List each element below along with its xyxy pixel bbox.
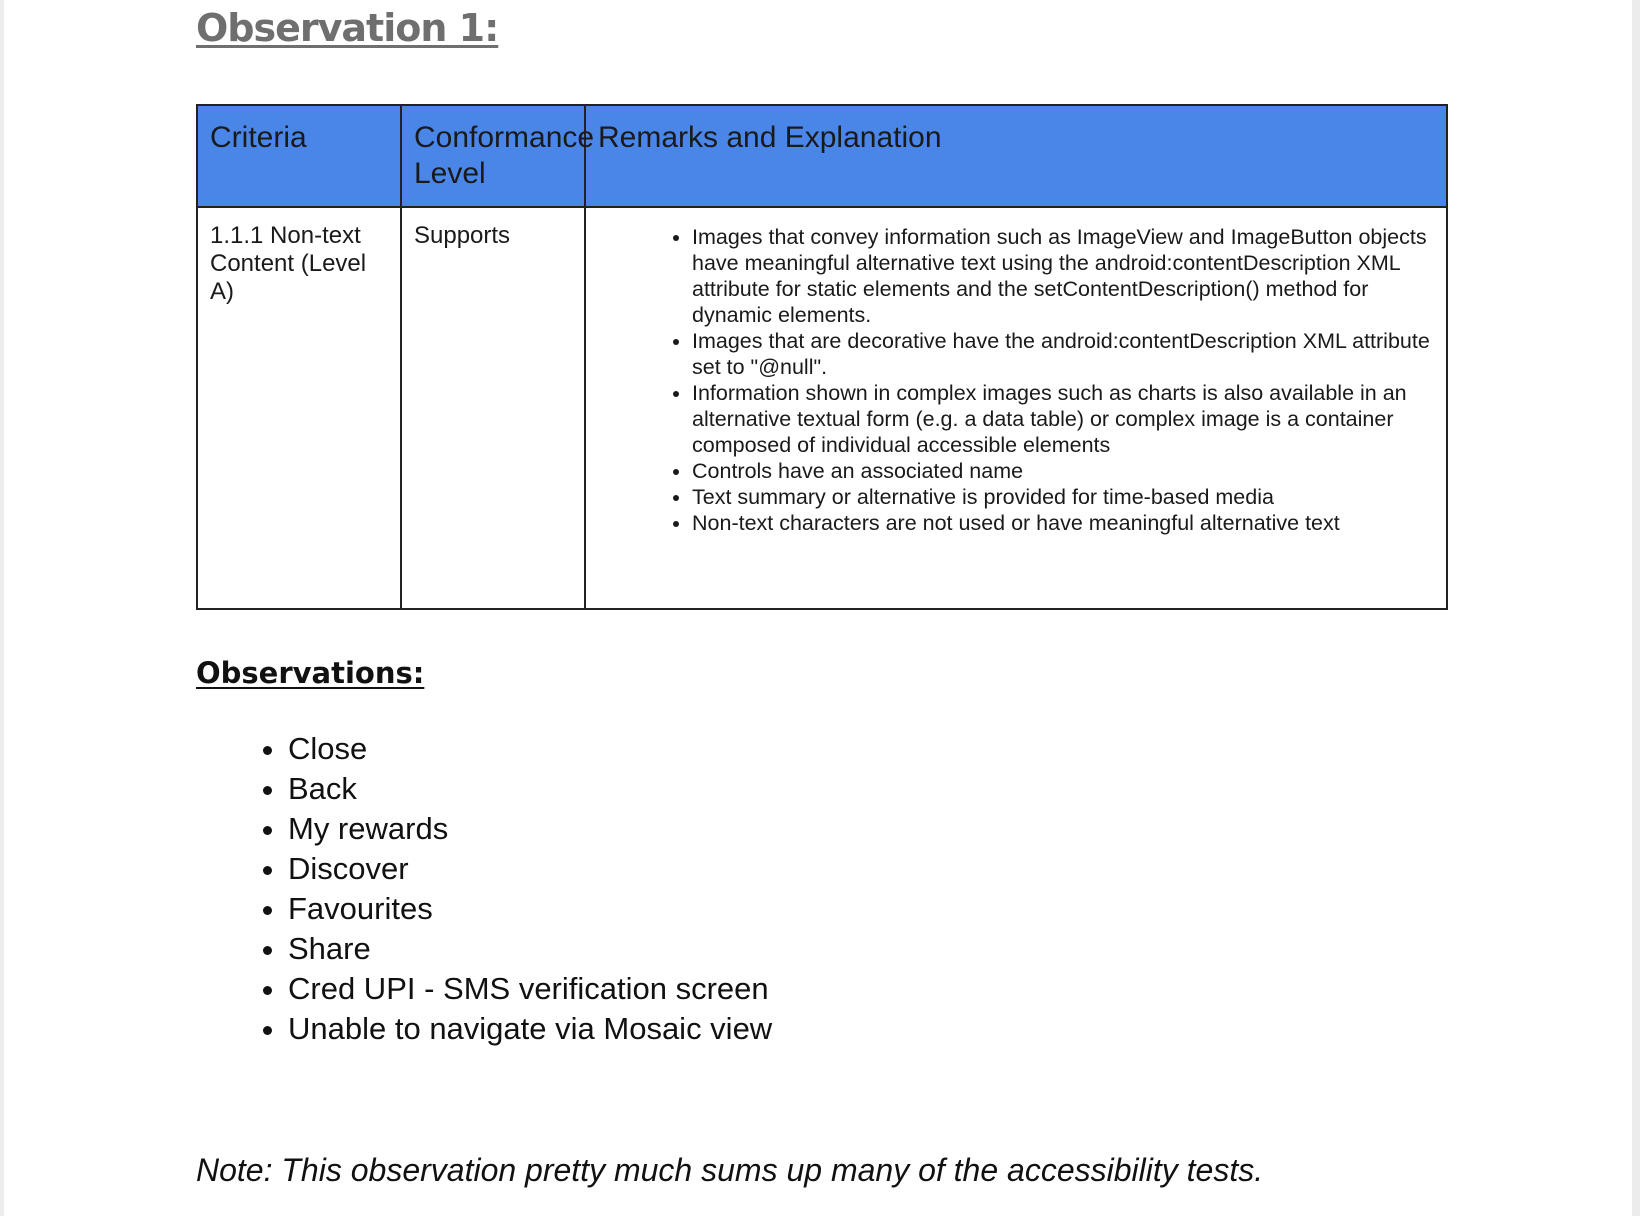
remarks-item: • Images that convey information such as ImageView and ImageButton objects have meaningful alternative text using the android:contentDescription XML attribute for static elements and the setContentDescription() method for dynamic elements. — [692, 224, 1434, 328]
list-item: • My rewards — [288, 809, 772, 849]
criteria-table — [196, 104, 1448, 610]
document-page — [4, 0, 1632, 1216]
remarks-item: • Controls have an associated name — [692, 458, 1434, 484]
list-item: • Cred UPI - SMS verification screen — [288, 969, 772, 1009]
header-conformance-level: Conformance Level — [401, 105, 585, 207]
page-heading: Observation 1: — [196, 6, 499, 50]
cell-criteria: 1.1.1 Non-text Content (Level A) — [197, 207, 401, 609]
remarks-item: • Non-text characters are not used or have meaningful alternative text — [692, 510, 1434, 536]
table-header-row — [197, 105, 1447, 207]
remarks-item: • Information shown in complex images such as charts is also available in an alternative textual form (e.g. a data table) or complex image is a container composed of individual accessible elements — [692, 380, 1434, 458]
remarks-list — [644, 224, 1434, 536]
list-item: • Back — [288, 769, 772, 809]
remarks-item: • Images that are decorative have the android:contentDescription XML attribute set to "@null". — [692, 328, 1434, 380]
cell-remarks — [585, 207, 1447, 609]
observations-list — [196, 729, 772, 1049]
header-criteria: Criteria — [197, 105, 401, 207]
list-item: • Share — [288, 929, 772, 969]
list-item: • Close — [288, 729, 772, 769]
list-item: • Discover — [288, 849, 772, 889]
table-row — [197, 207, 1447, 609]
list-item: • Favourites — [288, 889, 772, 929]
cell-conformance: Supports — [401, 207, 585, 609]
list-item: • Unable to navigate via Mosaic view — [288, 1009, 772, 1049]
remarks-item: • Text summary or alternative is provided for time-based media — [692, 484, 1434, 510]
observations-title: Observations: — [196, 656, 425, 690]
note-text: Note: This observation pretty much sums up many of the accessibility tests. — [196, 1152, 1264, 1188]
header-remarks: Remarks and Explanation — [585, 105, 1447, 207]
